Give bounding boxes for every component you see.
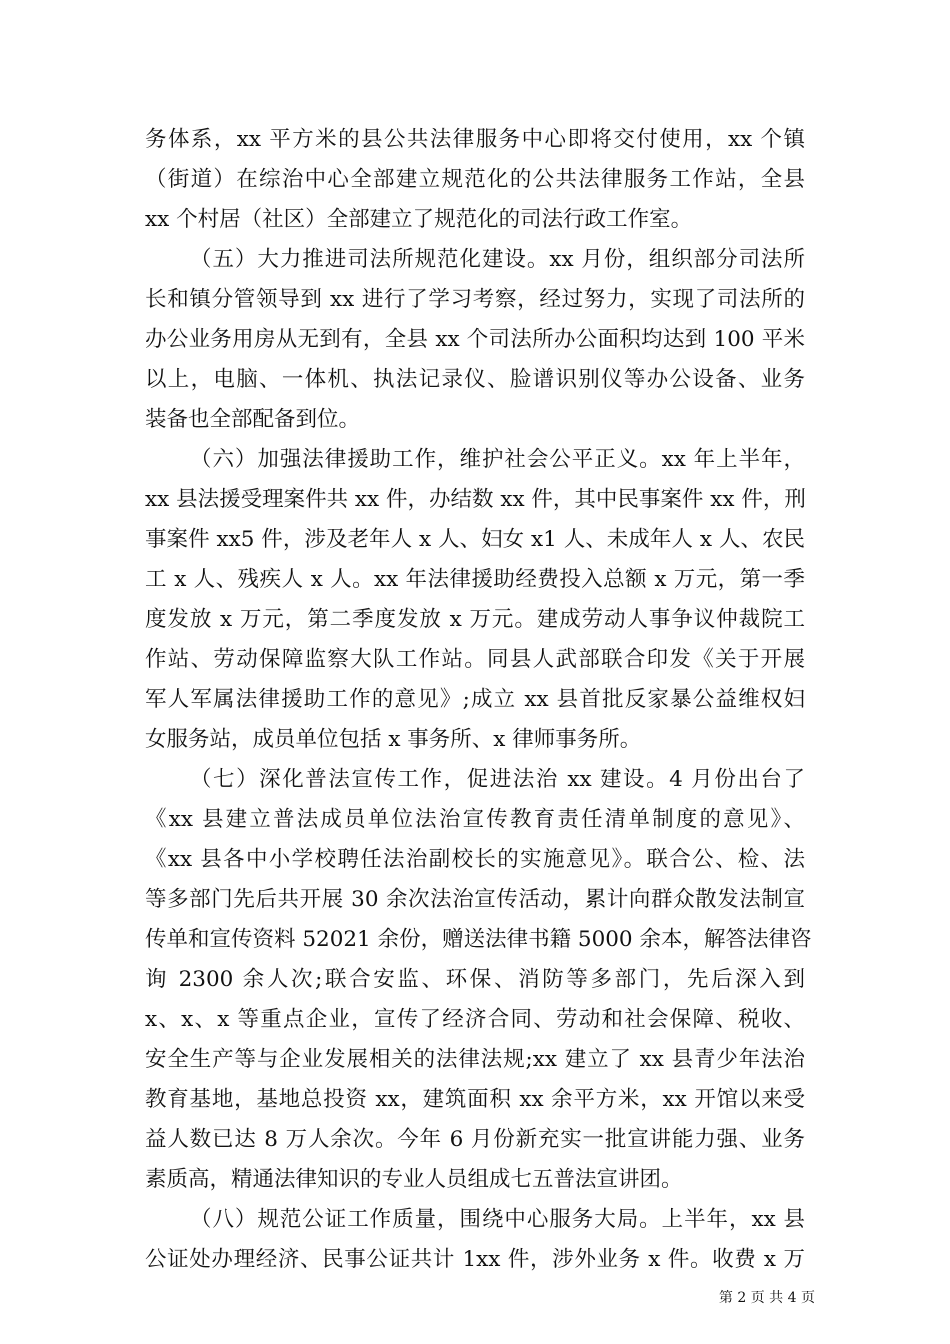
text-line: 传单和宣传资料 52021 余份，赠送法律书籍 5000 余本，解答法律咨 bbox=[145, 927, 812, 952]
text-line: xx 县法援受理案件共 xx 件，办结数 xx 件，其中民事案件 xx 件，刑 bbox=[145, 487, 806, 512]
text-line: 工 x 人、残疾人 x 人。xx 年法律援助经费投入总额 x 万元，第一季 bbox=[145, 567, 805, 592]
text-line: 素质高，精通法律知识的专业人员组成七五普法宣讲团。 bbox=[145, 1167, 683, 1192]
paragraph-heading-line: （八）规范公证工作质量，围绕中心服务大局。上半年，xx 县 bbox=[190, 1207, 805, 1232]
text-line: xx 个村居（社区）全部建立了规范化的司法行政工作室。 bbox=[145, 207, 693, 232]
page-number-footer: 第 2 页 共 4 页 bbox=[718, 1290, 815, 1306]
text-line: 务体系，xx 平方米的县公共法律服务中心即将交付使用，xx 个镇 bbox=[145, 127, 805, 152]
text-line: 询 2300 余人次;联合安监、环保、消防等多部门，先后深入到 bbox=[145, 967, 805, 992]
text-line: 安全生产等与企业发展相关的法律法规;xx 建立了 xx 县青少年法治 bbox=[145, 1047, 805, 1072]
text-line: 《xx 县各中小学校聘任法治副校长的实施意见》。联合公、检、法 bbox=[145, 847, 805, 872]
text-line: 益人数已达 8 万人余次。今年 6 月份新充实一批宣讲能力强、业务 bbox=[145, 1127, 805, 1152]
text-line: 办公业务用房从无到有，全县 xx 个司法所办公面积均达到 100 平米 bbox=[145, 327, 805, 352]
text-line: 女服务站，成员单位包括 x 事务所、x 律师事务所。 bbox=[145, 727, 642, 752]
paragraph-heading-line: （五）大力推进司法所规范化建设。xx 月份，组织部分司法所 bbox=[190, 247, 805, 272]
text-line: 公证处办理经济、民事公证共计 1xx 件，涉外业务 x 件。收费 x 万 bbox=[145, 1247, 805, 1272]
text-line: 以上，电脑、一体机、执法记录仪、脸谱识别仪等办公设备、业务 bbox=[145, 367, 805, 392]
text-line: 等多部门先后共开展 30 余次法治宣传活动，累计向群众散发法制宣 bbox=[145, 887, 805, 912]
text-line: 事案件 xx5 件，涉及老年人 x 人、妇女 x1 人、未成年人 x 人、农民 bbox=[145, 527, 805, 552]
text-line: 军人军属法律援助工作的意见》;成立 xx 县首批反家暴公益维权妇 bbox=[145, 687, 805, 712]
paragraph-heading-line: （七）深化普法宣传工作，促进法治 xx 建设。4 月份出台了 bbox=[190, 767, 805, 792]
text-line: x、x、x 等重点企业，宣传了经济合同、劳动和社会保障、税收、 bbox=[145, 1007, 805, 1032]
text-line: （街道）在综治中心全部建立规范化的公共法律服务工作站，全县 bbox=[145, 167, 805, 192]
text-line: 长和镇分管领导到 xx 进行了学习考察，经过努力，实现了司法所的 bbox=[145, 287, 805, 312]
text-line: 《xx 县建立普法成员单位法治宣传教育责任清单制度的意见》、 bbox=[145, 807, 805, 832]
paragraph-heading-line: （六）加强法律援助工作，维护社会公平正义。xx 年上半年， bbox=[190, 447, 805, 472]
text-line: 装备也全部配备到位。 bbox=[145, 407, 361, 432]
text-line: 度发放 x 万元，第二季度发放 x 万元。建成劳动人事争议仲裁院工 bbox=[145, 607, 805, 632]
text-line: 教育基地，基地总投资 xx，建筑面积 xx 余平方米，xx 开馆以来受 bbox=[145, 1087, 805, 1112]
text-line: 作站、劳动保障监察大队工作站。同县人武部联合印发《关于开展 bbox=[145, 647, 805, 672]
